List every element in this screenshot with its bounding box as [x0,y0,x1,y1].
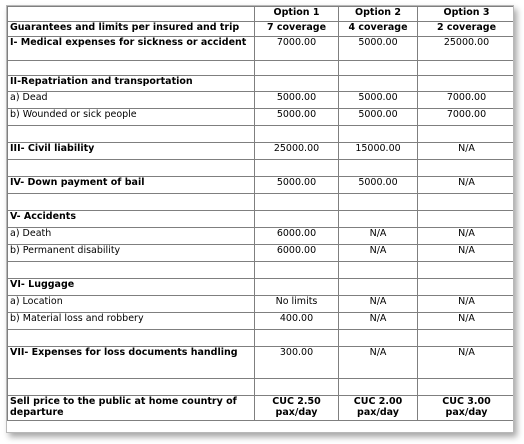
header-label-cell [8,7,255,22]
empty-cell [418,126,515,143]
empty-cell [339,262,418,279]
empty-cell [255,61,339,76]
option-1-value: No limits [255,296,339,313]
empty-cell [8,126,255,143]
table-row [8,37,515,61]
empty-cell [8,379,255,396]
empty-cell [339,330,418,347]
row-label: VII- Expenses for loss documents handling [8,347,255,379]
row-label: a) Dead [8,92,255,109]
option-1-value: 7000.00 [255,37,339,61]
empty-cell [418,330,515,347]
row-label: I- Medical expenses for sickness or accident [8,37,255,61]
option-1-value: 300.00 [255,347,339,379]
option-3-value: 7000.00 [418,109,515,126]
row-label: V- Accidents [8,211,255,228]
option-3-value [418,76,515,92]
row-label: b) Permanent disability [8,245,255,262]
option-2-value [339,76,418,92]
option-1-value: CUC 2.50 pax/day [255,396,339,421]
table-row [8,92,515,109]
table-row [8,279,515,296]
option-1-value: 6000.00 [255,228,339,245]
spacer-row [8,379,515,396]
spacer-row [8,262,515,279]
table-row [8,177,515,194]
option-3-value [418,279,515,296]
table-row [8,228,515,245]
empty-cell [418,61,515,76]
table-row [8,109,515,126]
row-label: a) Location [8,296,255,313]
table-row [8,347,515,379]
empty-cell [255,262,339,279]
option-2-value: 4 coverage [339,22,418,37]
option-1-value: 7 coverage [255,22,339,37]
header-option-2: Option 2 [339,7,418,22]
option-1-value: 400.00 [255,313,339,330]
row-label: IV- Down payment of bail [8,177,255,194]
header-option-3: Option 3 [418,7,515,22]
option-2-value: N/A [339,245,418,262]
empty-cell [255,126,339,143]
option-1-value: 25000.00 [255,143,339,160]
spacer-row [8,126,515,143]
row-label: VI- Luggage [8,279,255,296]
spacer-row [8,160,515,177]
empty-cell [339,61,418,76]
row-label: b) Material loss and robbery [8,313,255,330]
empty-cell [418,194,515,211]
option-3-value: 7000.00 [418,92,515,109]
option-2-value: 5000.00 [339,177,418,194]
option-2-value: 5000.00 [339,92,418,109]
empty-cell [8,262,255,279]
option-1-value: 5000.00 [255,177,339,194]
option-2-value [339,279,418,296]
option-3-value: N/A [418,296,515,313]
option-3-value: N/A [418,245,515,262]
row-label: b) Wounded or sick people [8,109,255,126]
table-header-row [8,7,515,22]
option-2-value: 5000.00 [339,37,418,61]
empty-cell [339,160,418,177]
table-row [8,143,515,160]
empty-cell [8,194,255,211]
row-label: II-Repatriation and transportation [8,76,255,92]
empty-cell [255,330,339,347]
option-2-value: N/A [339,313,418,330]
table-row [8,76,515,92]
option-3-value: 25000.00 [418,37,515,61]
spacer-row [8,194,515,211]
option-1-value [255,211,339,228]
spacer-row [8,330,515,347]
coverage-table-body [8,7,515,421]
spacer-row [8,61,515,76]
empty-cell [8,160,255,177]
row-label: Guarantees and limits per insured and trip [8,22,255,37]
empty-cell [339,379,418,396]
option-3-value: N/A [418,313,515,330]
option-2-value: 5000.00 [339,109,418,126]
empty-cell [339,126,418,143]
option-2-value: CUC 2.00 pax/day [339,396,418,421]
option-2-value [339,211,418,228]
option-1-value [255,279,339,296]
option-1-value: 6000.00 [255,245,339,262]
empty-cell [418,160,515,177]
empty-cell [339,194,418,211]
empty-cell [255,160,339,177]
option-2-value: N/A [339,347,418,379]
table-row [8,211,515,228]
empty-cell [418,379,515,396]
empty-cell [8,61,255,76]
coverage-table [7,6,514,421]
option-1-value: 5000.00 [255,109,339,126]
empty-cell [255,194,339,211]
header-option-1: Option 1 [255,7,339,22]
empty-cell [418,262,515,279]
table-row [8,296,515,313]
option-3-value: N/A [418,143,515,160]
table-row [8,22,515,37]
table-row [8,313,515,330]
row-label: III- Civil liability [8,143,255,160]
row-label: Sell price to the public at home country of departure [8,396,255,421]
row-label: a) Death [8,228,255,245]
coverage-table-frame [6,5,514,433]
option-2-value: N/A [339,296,418,313]
option-2-value: 15000.00 [339,143,418,160]
option-1-value: 5000.00 [255,92,339,109]
option-3-value [418,211,515,228]
option-1-value [255,76,339,92]
table-row [8,396,515,421]
option-2-value: N/A [339,228,418,245]
option-3-value: N/A [418,347,515,379]
option-3-value: CUC 3.00 pax/day [418,396,515,421]
option-3-value: 2 coverage [418,22,515,37]
table-row [8,245,515,262]
option-3-value: N/A [418,177,515,194]
empty-cell [8,330,255,347]
option-3-value: N/A [418,228,515,245]
empty-cell [255,379,339,396]
